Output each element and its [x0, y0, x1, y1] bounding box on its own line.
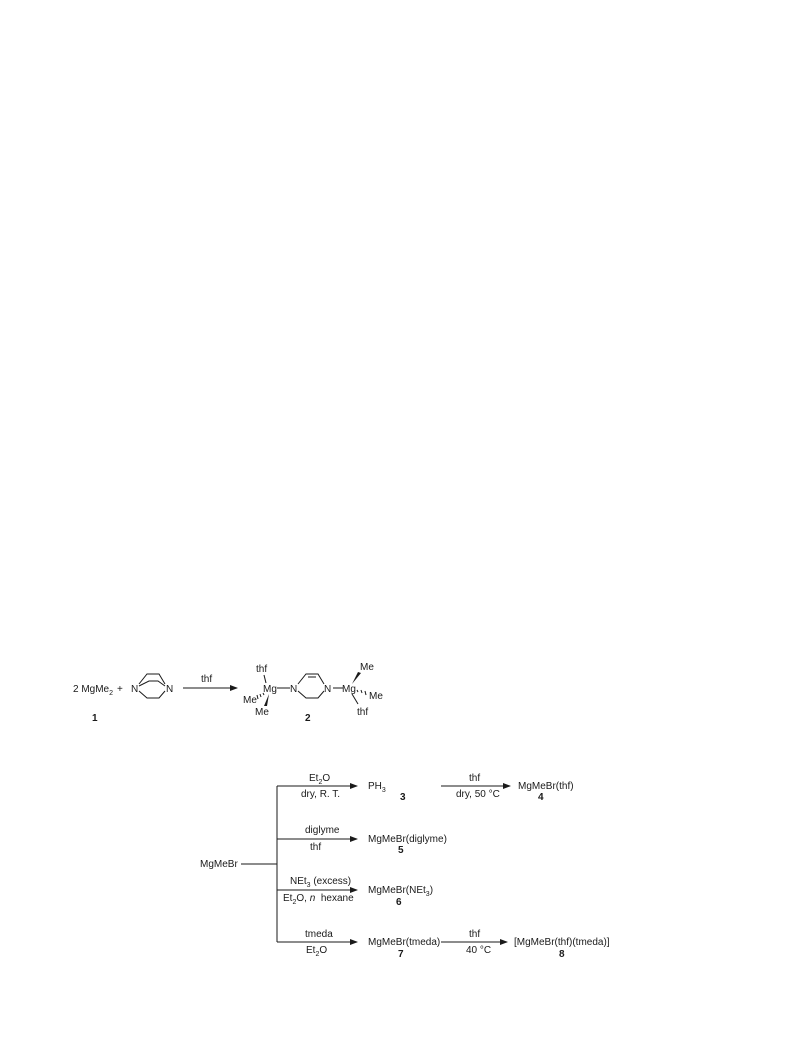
- compound-number-6: 6: [396, 897, 402, 908]
- compound-number-2: 2: [305, 713, 311, 724]
- branch-2-top-label: diglyme: [305, 825, 340, 836]
- product-n-left: N: [290, 684, 298, 695]
- product-dabco-top: [298, 674, 324, 684]
- branch-4: [277, 929, 610, 960]
- branch-4-second-top-label: thf: [469, 929, 481, 940]
- compound-number-7: 7: [398, 949, 404, 960]
- right-me-hashed: Me: [369, 691, 383, 702]
- product-2-structure: [243, 662, 383, 718]
- branch-2: [277, 825, 447, 856]
- dabco-n-right: N: [166, 684, 174, 695]
- right-wedge-bond: [352, 672, 361, 684]
- dabco-n-left: N: [131, 684, 139, 695]
- branch-1-second-top-label: thf: [469, 773, 481, 784]
- product-dabco-bottom: [298, 691, 324, 698]
- reagent-mgme2: 2 MgMe$_2$: [73, 684, 114, 697]
- product-mgmebr-thf-tmeda: [MgMeBr(thf)(tmeda)]: [514, 937, 610, 948]
- right-thf: thf: [357, 707, 369, 718]
- branch-3-bottom-label: $Et_2O$, n hexane: [283, 893, 354, 906]
- compound-number-5: 5: [398, 845, 404, 856]
- branch-1-top-label: $Et_2O$: [309, 773, 331, 786]
- compound-number-4: 4: [538, 792, 544, 803]
- product-mgmebr-net3: MgMeBr(NEt$_3$): [368, 885, 434, 898]
- product-mgmebr-diglyme: MgMeBr(diglyme): [368, 834, 447, 845]
- right-hashed-bond: [357, 690, 366, 695]
- product-mgmebr-thf: MgMeBr(thf): [518, 781, 574, 792]
- start-mgmebr: MgMeBr: [200, 859, 238, 870]
- compound-number-8: 8: [559, 949, 565, 960]
- branch-1-bottom-label: dry, R. T.: [301, 789, 341, 800]
- branch-3-top-label: NEt$_3$ (excess): [290, 876, 352, 889]
- left-me-wedge: Me: [255, 707, 269, 718]
- branch-1-second-bottom-label: dry, 50 °C: [456, 789, 500, 800]
- product-n-right: N: [324, 684, 332, 695]
- branch-2-bottom-label: thf: [310, 842, 322, 853]
- dabco-bond-middle: [139, 681, 165, 686]
- left-wedge-bond: [264, 694, 269, 706]
- compound-number-3: 3: [400, 792, 406, 803]
- arrow-label-thf: thf: [201, 674, 213, 685]
- right-mg: Mg: [342, 684, 356, 695]
- left-me-hashed: Me: [243, 695, 257, 706]
- product-ph3: $PH_3$: [368, 781, 386, 794]
- product-mgmebr-tmeda: MgMeBr(tmeda): [368, 937, 441, 948]
- dabco-bond-top: [139, 674, 165, 684]
- dabco-bond-bottom: [139, 691, 165, 698]
- dabco-structure: [131, 674, 173, 698]
- right-me-wedge: Me: [360, 662, 374, 673]
- scheme-1: [73, 662, 383, 724]
- branch-4-top-label: tmeda: [305, 929, 333, 940]
- compound-number-1: 1: [92, 713, 98, 724]
- branch-4-second-bottom-label: 40 °C: [466, 945, 492, 956]
- right-thf-bond: [352, 694, 358, 704]
- plus-sign: +: [117, 684, 123, 695]
- branch-4-bottom-label: $Et_2O$: [306, 945, 328, 958]
- branch-3: [277, 876, 433, 908]
- left-thf: thf: [256, 664, 268, 675]
- left-mg: Mg: [263, 684, 277, 695]
- left-hashed-bond: [257, 693, 264, 699]
- branch-1: [277, 773, 574, 803]
- scheme-2: [200, 773, 610, 960]
- left-thf-bond: [264, 675, 266, 683]
